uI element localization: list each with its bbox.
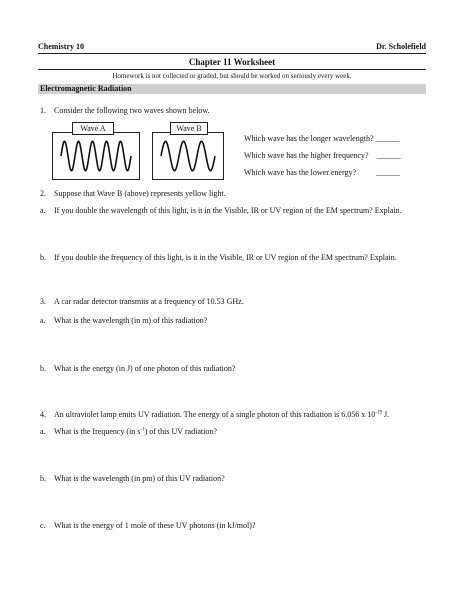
q4c-label: c. <box>40 521 46 530</box>
q2b-text: If you double the frequency of this light, is it in the Visible, IR or UV region of the EM spectrum? Explain. <box>54 253 397 262</box>
q4b-text: What is the wavelength (in pm) of this UV radiation? <box>54 474 225 483</box>
q1-prompt: Consider the following two waves shown below. <box>54 106 210 115</box>
section-title: Electromagnetic Radiation <box>40 84 132 93</box>
answer-blank-1[interactable]: ______ <box>375 134 400 143</box>
wave-a-label: Wave A <box>72 122 114 135</box>
q2b-label: b. <box>40 253 46 262</box>
q2a-text: If you double the wavelength of this light, is it in the Visible, IR or UV region of the EM spectrum? Explain. <box>54 206 402 215</box>
q4a-text <box>54 427 217 436</box>
q3a-label: a. <box>40 316 46 325</box>
q1-side-question-2 <box>244 151 401 160</box>
q1-side-question-3 <box>244 168 400 177</box>
title-divider <box>38 69 426 70</box>
q3-number: 3. <box>40 297 46 306</box>
q4-prompt-unit: J. <box>381 410 390 419</box>
q4-prompt <box>54 410 389 419</box>
q4a-exponent: -1 <box>140 427 145 433</box>
teacher-name: Dr. Scholefield <box>376 42 426 51</box>
page-title: Chapter 11 Worksheet <box>188 57 276 67</box>
course-name: Chemistry 10 <box>38 42 84 51</box>
q2-prompt: Suppose that Wave B (above) represents yellow light. <box>54 189 226 198</box>
wave-b-frame <box>152 132 224 180</box>
wave-a-frame <box>52 132 140 180</box>
q1-side-question-1-text: Which wave has the longer wavelength? <box>244 134 374 143</box>
q3b-text: What is the energy (in J) of one photon of this radiation? <box>54 364 236 373</box>
q4b-label: b. <box>40 474 46 483</box>
wave-a-graphic <box>53 133 139 179</box>
q4-prompt-main: An ultraviolet lamp emits UV radiation. The energy of a single photon of this radiation is 6.056 x 10 <box>54 410 376 419</box>
q2a-label: a. <box>40 206 46 215</box>
wave-b-label: Wave B <box>170 122 208 135</box>
answer-blank-2[interactable]: ______ <box>376 151 401 160</box>
q4-number: 4. <box>40 410 46 419</box>
homework-note: Homework is not collected or graded, but should be worked on seriously every week. <box>112 72 352 80</box>
q1-side-question-3-text: Which wave has the lower energy? <box>244 168 357 177</box>
q4a-text-main: What is the frequency (in s <box>54 427 141 436</box>
header-divider <box>38 53 426 54</box>
q4-prompt-exponent: -19 <box>375 410 382 416</box>
q4a-label: a. <box>40 427 46 436</box>
wave-a-sine <box>61 141 131 170</box>
q1-side-question-1 <box>244 134 400 143</box>
q1-side-question-2-text: Which wave has the higher frequency? <box>244 151 369 160</box>
wave-b-graphic <box>153 133 223 179</box>
q1-number: 1. <box>40 106 46 115</box>
answer-blank-3[interactable]: ______ <box>376 168 401 177</box>
q4a-text-end: ) of this UV radiation? <box>144 427 217 436</box>
q3b-label: b. <box>40 364 46 373</box>
q2-number: 2. <box>40 189 46 198</box>
wave-b-sine <box>161 141 215 170</box>
q3a-text: What is the wavelength (in m) of this radiation? <box>54 316 208 325</box>
q3-prompt: A car radar detector transmits at a frequency of 10.53 GHz. <box>54 297 244 306</box>
q4c-text: What is the energy of 1 mole of these UV photons (in kJ/mol)? <box>54 521 256 530</box>
